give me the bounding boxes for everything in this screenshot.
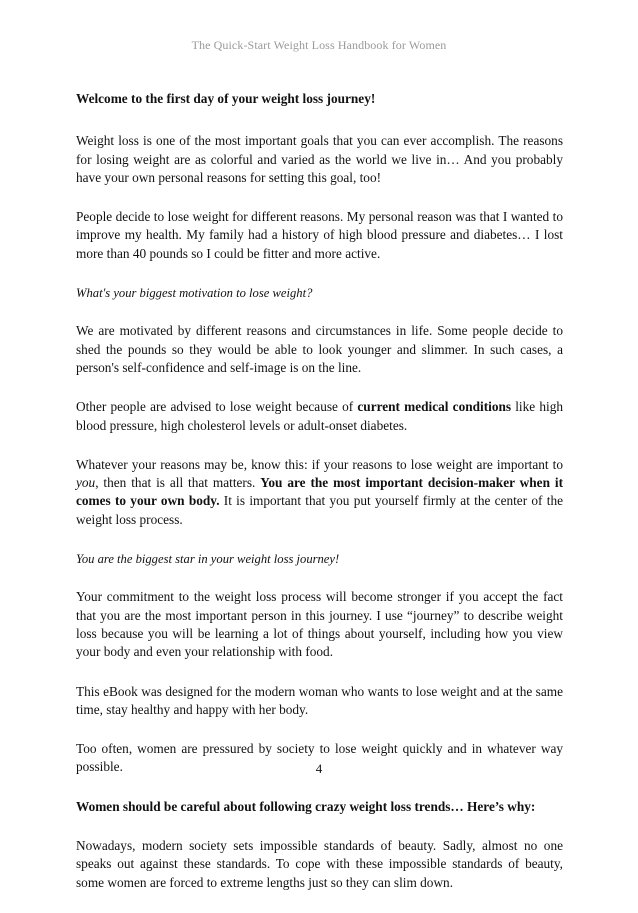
paragraph-personal-reason: People decide to lose weight for different reasons. My personal reason was that I wanted to improve my health. My family had a history of high blood pressure and diabetes… I lost more than 40 pounds so I could be fitter and more active. — [76, 209, 563, 261]
paragraph-goals: Weight loss is one of the most important goals that you can ever accomplish. The reasons for losing weight are as colorful and varied as the world we live in… And you probably have your own personal reasons for setting this goal, too! — [76, 133, 563, 185]
italic-emphasis: you — [76, 475, 96, 491]
bold-emphasis: You are the most important decision-maker when it comes to your own body. — [76, 475, 563, 509]
italic-subheading-star: You are the biggest star in your weight loss journey! — [76, 552, 340, 567]
paragraph-motivations: We are motivated by different reasons and circumstances in life. Some people decide to shed the pounds so they would be able to look younger and slimmer. In such cases, a person's self-confidence and self-image is on the line. — [76, 323, 563, 375]
paragraph-text: It is important that you put yourself firmly at the center of the weight loss process. — [76, 493, 563, 527]
page-number: 4 — [315, 761, 323, 776]
running-header: The Quick-Start Weight Loss Handbook for Women — [191, 38, 447, 52]
page-body — [76, 90, 563, 913]
paragraph-text: like high blood pressure, high cholesterol levels or adult-onset diabetes. — [76, 399, 564, 433]
paragraph-text: Whatever your reasons may be, know this: if your reasons to lose weight are important to — [76, 456, 563, 472]
paragraph-commitment: Your commitment to the weight loss process will become stronger if you accept the fact that you are the most important person in this journey. I use “journey” to describe weight loss because you will be learning a lot of things about yourself, including how you view your body and even your relationship with food. — [76, 589, 563, 660]
paragraph-medical-conditions — [76, 398, 563, 435]
paragraph-text: , then that is all that matters. — [95, 475, 261, 491]
paragraph-ebook-purpose: This eBook was designed for the modern woman who wants to lose weight and at the same time, stay healthy and happy with her body. — [76, 683, 563, 717]
bold-emphasis: current medical conditions — [357, 399, 512, 415]
italic-subheading-motivation: What's your biggest motivation to lose weight? — [76, 286, 313, 301]
paragraph-beauty-standards: Nowadays, modern society sets impossible standards of beauty. Sadly, almost no one speaks out against these standards. To cope with these impossible standards of beauty, some women are forced to extreme lengths just so they can slim down. — [76, 838, 563, 890]
paragraph-decision-maker — [76, 456, 563, 529]
section-heading-trends: Women should be careful about following crazy weight loss trends… Here’s why: — [76, 798, 536, 814]
paragraph-text: Other people are advised to lose weight because of — [76, 399, 358, 415]
paragraph-pressure: Too often, women are pressured by society to lose weight quickly and in whatever way possible. — [76, 741, 563, 775]
section-heading-welcome: Welcome to the first day of your weight loss journey! — [76, 91, 376, 106]
